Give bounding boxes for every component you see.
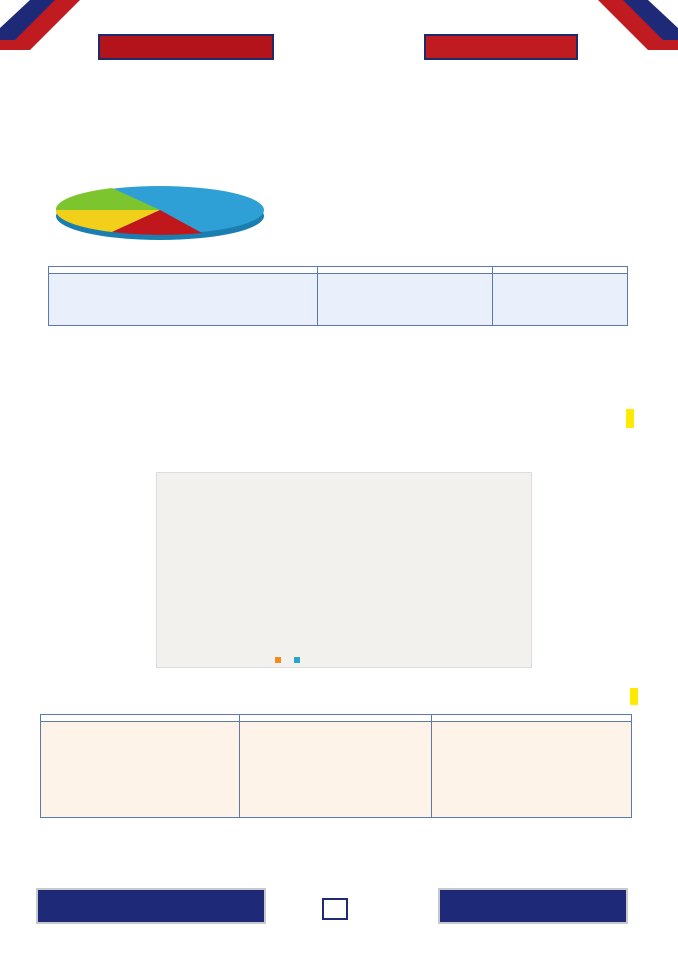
structure-col-economic-body xyxy=(49,274,318,326)
page-number xyxy=(322,898,348,920)
study-top-title xyxy=(432,715,632,722)
legend-female-swatch xyxy=(275,657,281,663)
population-pyramid-chart xyxy=(157,473,533,669)
structure-col-economic-title xyxy=(49,267,318,274)
author-box xyxy=(438,888,628,924)
study-base-body xyxy=(41,722,240,818)
structure-col-age-body xyxy=(318,274,493,326)
study-middle-title xyxy=(240,715,432,722)
study-base-title xyxy=(41,715,240,722)
study-top-body xyxy=(432,722,632,818)
structure-col-age-title xyxy=(318,267,493,274)
brand-badge xyxy=(424,34,578,60)
study-intro-row xyxy=(78,688,638,706)
pyramid-definition xyxy=(626,409,634,428)
legend-male-swatch xyxy=(294,657,300,663)
right-flag-strip xyxy=(650,0,678,960)
corner-decoration-right xyxy=(598,0,678,50)
pyramid-chart-frame xyxy=(156,472,532,668)
pyramid-definition-row xyxy=(626,410,634,428)
left-flag-strip xyxy=(0,0,28,960)
study-intro xyxy=(630,688,638,705)
structure-table xyxy=(48,266,628,326)
pyramid-study-table xyxy=(40,714,632,818)
study-middle-body xyxy=(240,722,432,818)
legend-row xyxy=(275,657,300,665)
contact-box xyxy=(36,888,266,924)
structure-col-gender-body xyxy=(493,274,628,326)
population-pie-illustration xyxy=(52,150,267,242)
structure-col-gender-title xyxy=(493,267,628,274)
corner-decoration-left xyxy=(0,0,80,50)
grade-badge xyxy=(98,34,274,60)
